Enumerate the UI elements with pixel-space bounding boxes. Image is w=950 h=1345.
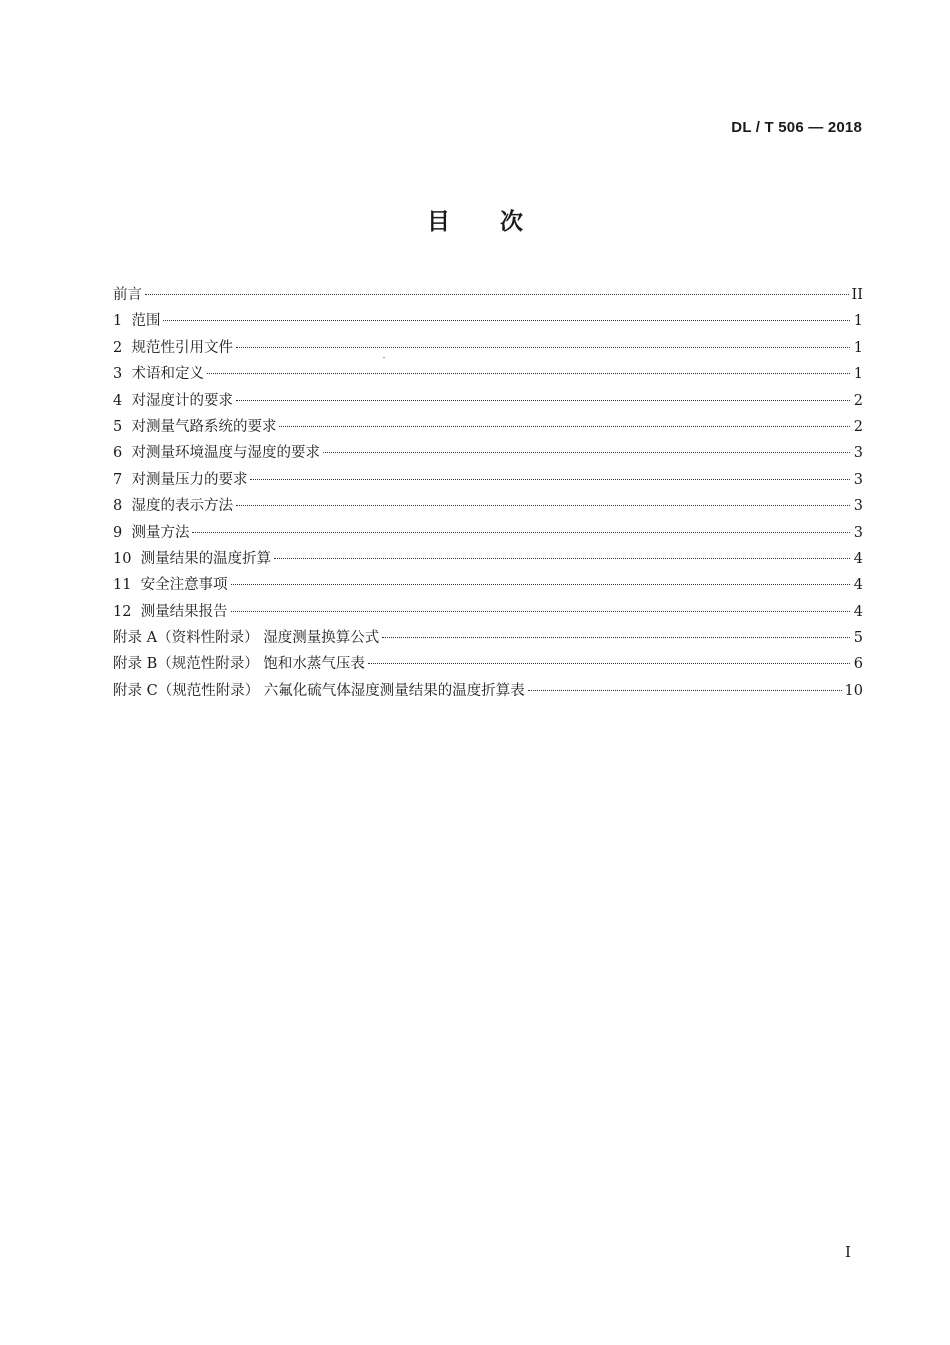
toc-entry-number: 3 <box>113 366 132 383</box>
toc-entry-number: 6 <box>113 445 132 462</box>
toc-entry-5[interactable] <box>113 414 863 440</box>
toc-entry-number: 2 <box>113 339 132 356</box>
toc-entry-page: 4 <box>853 577 863 594</box>
toc-entry-6[interactable] <box>113 440 863 466</box>
toc-entry-page: 1 <box>853 313 863 330</box>
toc-entry-page: 4 <box>853 603 863 620</box>
toc-leader-dots <box>163 320 850 321</box>
toc-entry-10[interactable] <box>113 546 863 572</box>
toc-leader-dots <box>382 637 850 638</box>
toc-entry-page: 2 <box>853 392 863 409</box>
toc-entry-number: 5 <box>113 418 132 435</box>
toc-entry-label: 测量结果报告 <box>140 603 228 620</box>
toc-entry-label: 术语和定义 <box>131 366 204 383</box>
toc-entry-appendix-c[interactable] <box>113 678 863 704</box>
toc-entry-4[interactable] <box>113 388 863 414</box>
toc-entry-page: 3 <box>853 524 863 541</box>
toc-leader-dots <box>528 690 842 691</box>
toc-entry-page: II <box>851 287 863 303</box>
toc-leader-dots <box>274 558 850 559</box>
toc-entry-page: 3 <box>853 498 863 515</box>
toc-leader-dots <box>323 452 850 453</box>
toc-entry-9[interactable] <box>113 520 863 546</box>
toc-entry-page: 6 <box>853 656 863 673</box>
toc-entry-12[interactable] <box>113 599 863 625</box>
toc-entry-label: 对测量压力的要求 <box>131 471 248 488</box>
toc-entry-appendix-b[interactable] <box>113 651 863 677</box>
toc-entry-number: 10 <box>113 550 141 567</box>
page-number: I <box>845 1243 851 1261</box>
toc-entry-label: 测量结果的温度折算 <box>140 550 272 567</box>
toc-leader-dots <box>250 479 850 480</box>
toc-entry-1[interactable] <box>113 308 863 334</box>
toc-entry-page: 10 <box>844 682 863 699</box>
toc-entry-number: 12 <box>113 603 141 620</box>
document-code: DL / T 506 — 2018 <box>731 119 862 136</box>
toc-entry-page: 5 <box>853 630 863 647</box>
toc-entry-label: 对湿度计的要求 <box>131 392 233 409</box>
toc-entry-page: 3 <box>853 471 863 488</box>
toc-leader-dots <box>145 294 849 295</box>
toc-entry-label: 附录 C（规范性附录） 六氟化硫气体湿度测量结果的温度折算表 <box>113 682 525 699</box>
toc-entry-number: 1 <box>113 313 132 330</box>
toc-leader-dots <box>231 611 850 612</box>
toc-entry-page: 1 <box>853 366 863 383</box>
toc-entry-number: 11 <box>113 577 141 594</box>
toc-entry-foreword[interactable] <box>113 282 863 308</box>
toc-entry-number: 9 <box>113 524 132 541</box>
toc-entry-label: 测量方法 <box>131 524 190 541</box>
table-of-contents <box>113 282 863 704</box>
toc-entry-label: 对测量环境温度与湿度的要求 <box>131 445 320 462</box>
title-char-2: 次 <box>500 208 523 235</box>
toc-entry-label: 附录 B（规范性附录） 饱和水蒸气压表 <box>113 656 365 673</box>
toc-leader-dots <box>236 505 850 506</box>
toc-leader-dots <box>231 584 850 585</box>
toc-entry-label: 范围 <box>131 313 161 330</box>
title-char-1: 目 <box>427 208 450 235</box>
toc-entry-number: 4 <box>113 392 132 409</box>
toc-entry-label: 湿度的表示方法 <box>131 498 233 515</box>
toc-leader-dots <box>236 347 850 348</box>
toc-entry-11[interactable] <box>113 572 863 598</box>
toc-entry-label: 安全注意事项 <box>140 577 228 594</box>
toc-leader-dots <box>279 426 850 427</box>
toc-entry-page: 4 <box>853 550 863 567</box>
toc-entry-label: 附录 A（资料性附录） 湿度测量换算公式 <box>113 630 380 647</box>
toc-entry-label: 前言 <box>113 287 142 303</box>
toc-entry-label: 对测量气路系统的要求 <box>131 418 277 435</box>
page-title <box>0 203 950 236</box>
toc-entry-number: 8 <box>113 498 132 515</box>
toc-entry-appendix-a[interactable] <box>113 625 863 651</box>
toc-entry-number: 7 <box>113 471 132 488</box>
toc-entry-label: 规范性引用文件 <box>131 339 233 356</box>
toc-entry-8[interactable] <box>113 493 863 519</box>
toc-entry-page: 2 <box>853 418 863 435</box>
toc-entry-page: 1 <box>853 339 863 356</box>
toc-entry-7[interactable] <box>113 467 863 493</box>
toc-leader-dots <box>207 373 850 374</box>
toc-entry-3[interactable] <box>113 361 863 387</box>
toc-leader-dots <box>368 663 850 664</box>
toc-leader-dots <box>192 532 850 533</box>
toc-entry-page: 3 <box>853 445 863 462</box>
toc-leader-dots <box>236 400 850 401</box>
toc-entry-2[interactable] <box>113 335 863 361</box>
